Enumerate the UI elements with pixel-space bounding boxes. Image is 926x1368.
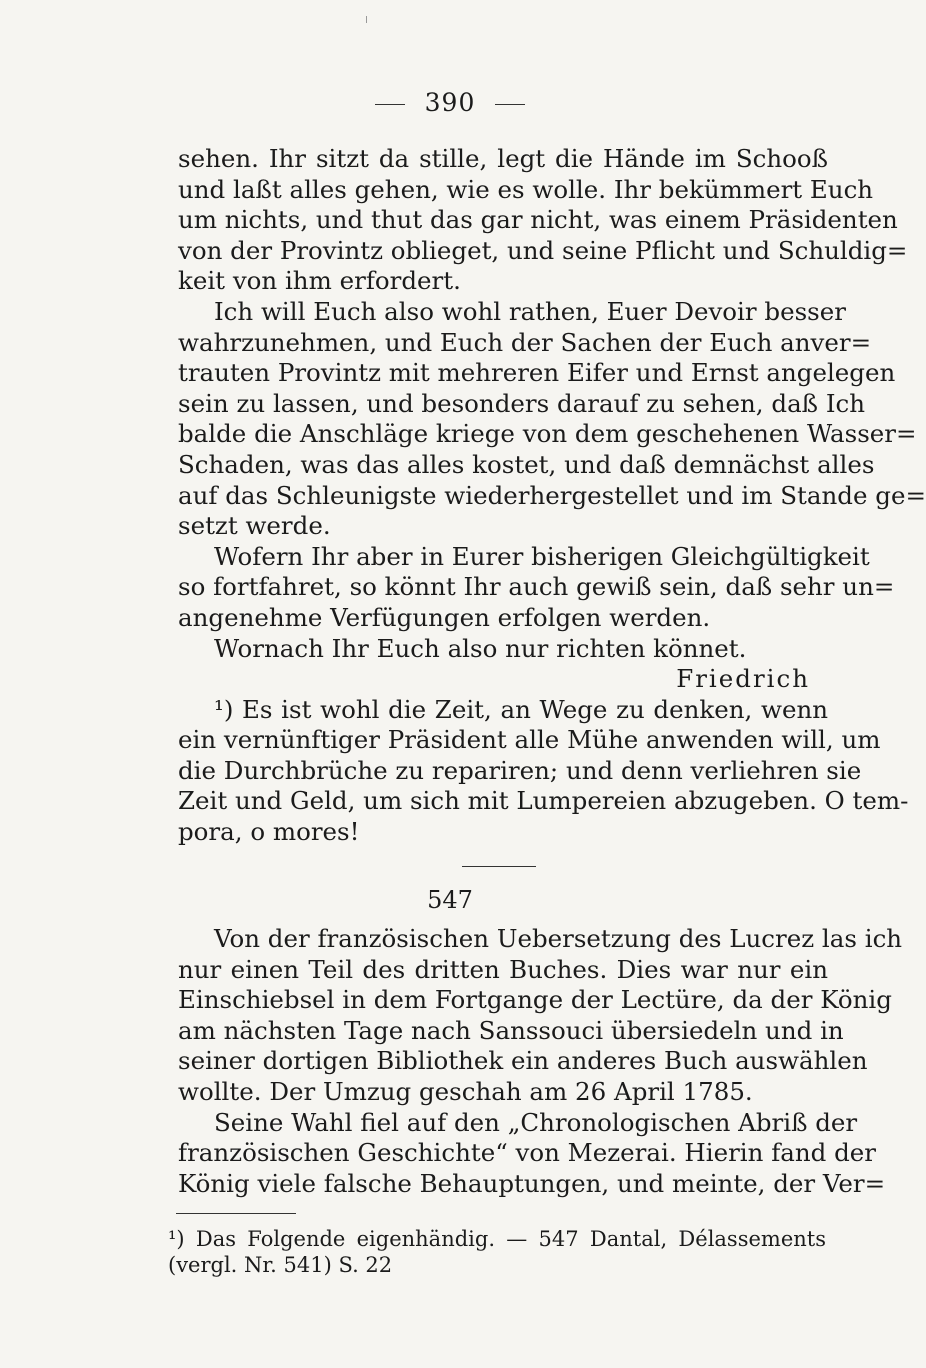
text-line: seiner dortigen Bibliothek ein anderes Buch auswählen [178,1046,868,1076]
text-line: sein zu lassen, und besonders darauf zu sehen, daß Ich [178,388,866,418]
text-line: so fortfahret, so könnt Ihr auch gewiß sein, daß sehr un= [178,572,895,602]
text-line: Von der französischen Uebersetzung des Lucrez las ich [214,924,903,953]
text-line: am nächsten Tage nach Sanssouci übersiedeln und in [178,1015,844,1045]
footnote-rule [176,1213,296,1214]
footnote-line: ¹) Das Folgende eigenhändig. — 547 Dantal, Délassements [168,1227,826,1251]
text-line: balde die Anschläge kriege von dem geschehenen Wasser= [178,419,917,449]
text-line: nur einen Teil des dritten Buches. Dies war nur ein [178,954,828,984]
section-text [178,924,903,1199]
header-dash-right [495,104,525,105]
text-line: Wofern Ihr aber in Eurer bisherigen Gleichgültigkeit [214,541,870,571]
text-line: von der Provintz oblieget, und seine Pflicht und Schuldig= [178,235,908,265]
text-line: König viele falsche Behauptungen, und meinte, der Ver= [178,1168,886,1198]
footnote [168,1226,826,1278]
text-line: Schaden, was das alles kostet, und daß demnächst alles [178,449,875,479]
text-line: und laßt alles gehen, wie es wolle. Ihr bekümmert Euch [178,174,874,204]
closing-line: Wornach Ihr Euch also nur richten könnet. [214,633,747,663]
page-header [0,88,900,117]
text-line: um nichts, und thut das gar nicht, was einem Präsidenten [178,205,898,235]
note-line: ein vernünftiger Präsident alle Mühe anwenden will, um [178,725,881,755]
note-line: pora, o mores! [178,817,360,847]
footnote-line: (vergl. Nr. 541) S. 22 [168,1253,393,1277]
text-line: Ich will Euch also wohl rathen, Euer Devoir besser [214,296,846,326]
page-number: 390 [424,88,476,117]
text-line: angenehme Verfügungen erfolgen werden. [178,602,711,632]
text-line: Einschiebsel in dem Fortgange der Lectüre, da der König [178,985,892,1015]
text-line: sehen. Ihr sitzt da stille, legt die Hände im Schooß [178,144,828,173]
signature: Friedrich [676,664,810,694]
note-line: die Durchbrüche zu repariren; und denn verliehren sie [178,755,862,785]
text-line: wahrzunehmen, und Euch der Sachen der Euch anver= [178,327,872,357]
letter-text [178,144,926,848]
text-line: auf das Schleunigste wiederhergestellet und im Stande ge= [178,480,926,510]
text-line: trauten Provintz mit mehreren Eifer und Ernst angelegen [178,358,896,388]
header-dash-left [375,104,405,105]
scan-mark [366,16,367,23]
text-line: setzt werde. [178,511,331,541]
section-number: 547 [427,886,473,914]
note-line: Zeit und Geld, um sich mit Lumpereien abzugeben. O tem- [178,786,909,816]
note-line: ¹) Es ist wohl die Zeit, an Wege zu denken, wenn [214,694,828,724]
text-line: französischen Geschichte“ von Mezerai. Hierin fand der [178,1138,877,1168]
text-line: Seine Wahl fiel auf den „Chronologischen Abriß der [214,1107,858,1137]
text-line: wollte. Der Umzug geschah am 26 April 1785. [178,1076,753,1106]
text-line: keit von ihm erfordert. [178,266,461,296]
section-divider [462,866,536,867]
